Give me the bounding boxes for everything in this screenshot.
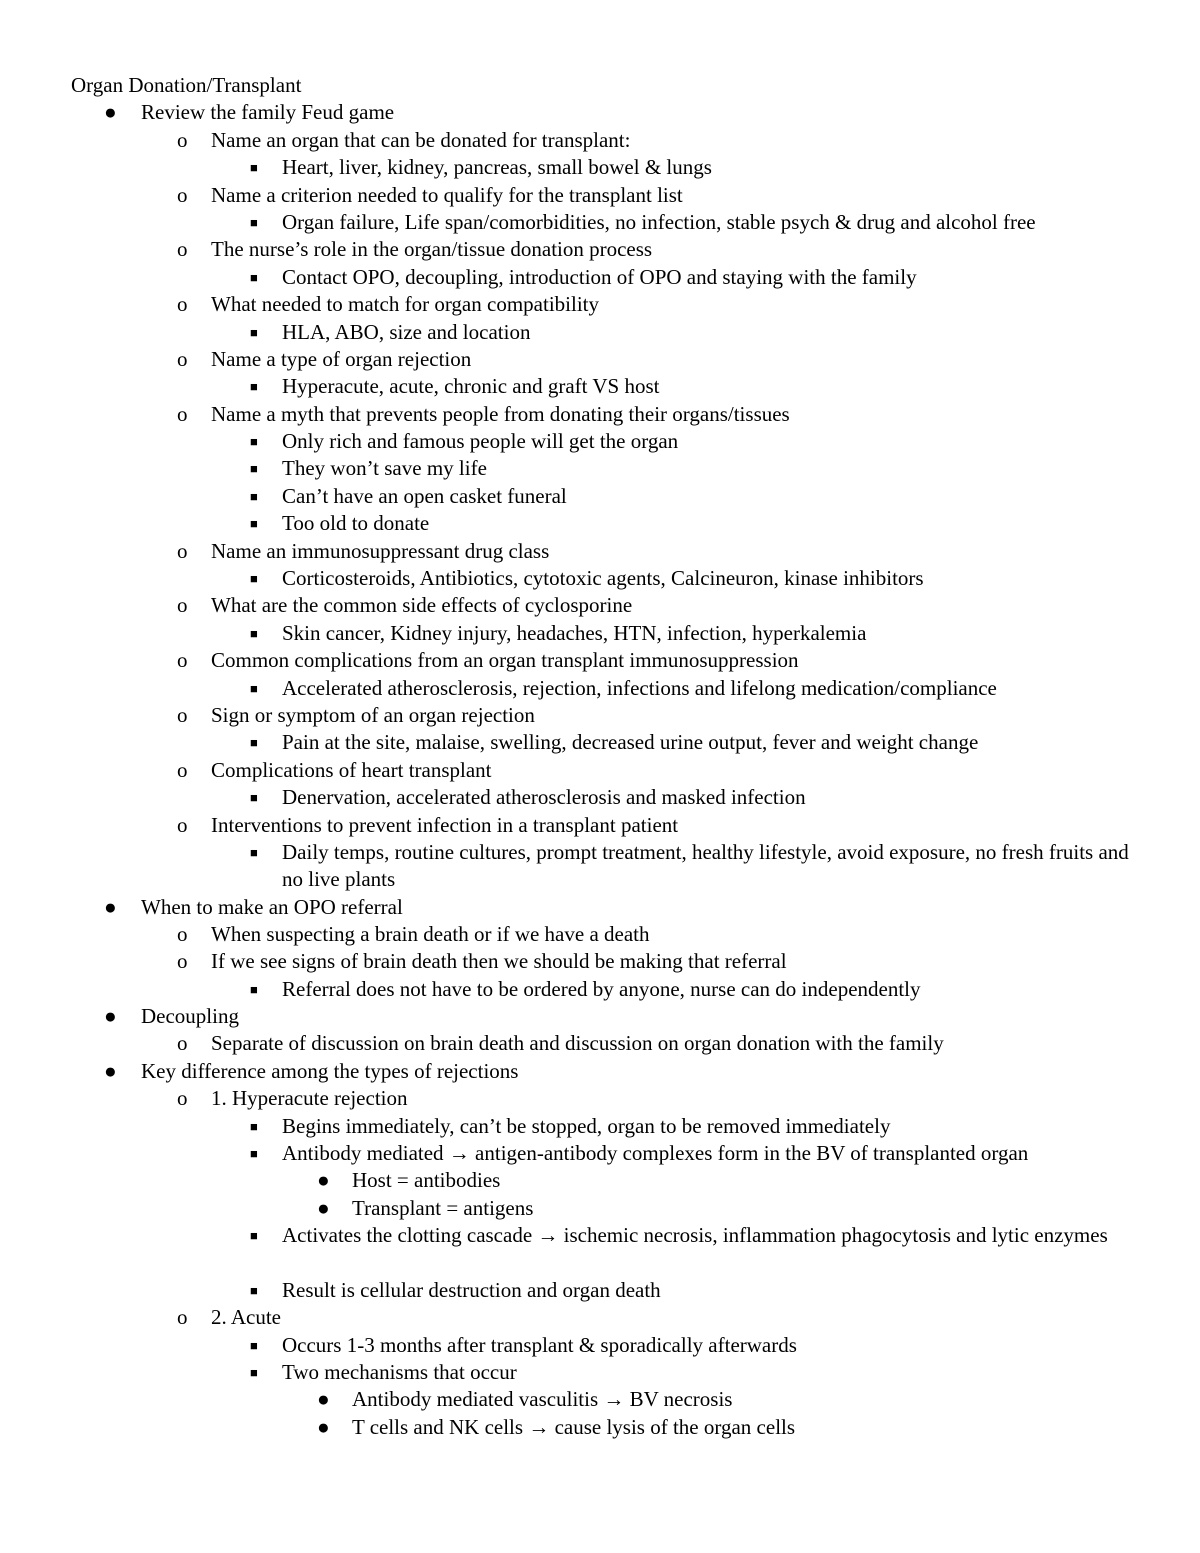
outline-item-level1 xyxy=(0,1058,1200,1085)
outline-item-level2 xyxy=(0,647,1200,674)
outline-item-level3 xyxy=(0,483,1200,510)
outline-item-level1 xyxy=(0,894,1200,921)
outline-item-level2 xyxy=(0,592,1200,619)
square-marker: ■ xyxy=(250,434,258,450)
outline-item-level2 xyxy=(0,127,1200,154)
outline-item-level3 xyxy=(0,319,1200,346)
bullet-marker: ● xyxy=(317,1168,330,1193)
outline-item-text: Result is cellular destruction and organ death xyxy=(282,1277,661,1302)
outline-item-text: Interventions to prevent infection in a transplant patient xyxy=(211,812,679,837)
circle-marker: o xyxy=(177,702,188,727)
outline-item-text: What are the common side effects of cyclosporine xyxy=(211,593,633,618)
square-marker: ■ xyxy=(250,461,258,477)
outline-item-text: Separate of discussion on brain death and discussion on organ donation with the family xyxy=(211,1031,944,1056)
outline-item-text: Pain at the site, malaise, swelling, decreased urine output, fever and weight change xyxy=(282,730,979,755)
square-marker: ■ xyxy=(250,269,258,285)
circle-marker: o xyxy=(177,538,188,563)
square-marker: ■ xyxy=(250,571,258,587)
circle-marker: o xyxy=(177,812,188,837)
outline-item-level2 xyxy=(0,346,1200,373)
outline-item-text: Sign or symptom of an organ rejection xyxy=(211,702,535,727)
square-marker: ■ xyxy=(250,625,258,641)
square-marker: ■ xyxy=(250,844,258,860)
outline-item-text: Activates the clotting cascade → ischemic necrosis, inflammation phagocytosis and lytic enzymes xyxy=(282,1223,1108,1248)
circle-marker: o xyxy=(177,949,188,974)
outline-item-text: Name a type of organ rejection xyxy=(211,346,472,371)
circle-marker: o xyxy=(177,346,188,371)
circle-marker: o xyxy=(177,1086,188,1111)
outline-item-level3 xyxy=(0,565,1200,592)
bullet-marker: ● xyxy=(104,894,117,919)
bullet-marker: ● xyxy=(104,1004,117,1029)
outline-item-level2 xyxy=(0,948,1200,975)
square-marker: ■ xyxy=(250,1118,258,1134)
outline-item-level2 xyxy=(0,291,1200,318)
outline-item-level2 xyxy=(0,182,1200,209)
outline-item-text: Antibody mediated → antigen-antibody complexes form in the BV of transplanted organ xyxy=(282,1141,1029,1166)
outline-list xyxy=(0,99,1200,1441)
outline-item-level3 xyxy=(0,1277,1200,1304)
outline-item-text: Accelerated atherosclerosis, rejection, infections and lifelong medication/compliance xyxy=(282,675,997,700)
outline-item-level2 xyxy=(0,812,1200,839)
outline-item-level4 xyxy=(0,1386,1200,1413)
outline-item-text: Skin cancer, Kidney injury, headaches, HTN, infection, hyperkalemia xyxy=(282,620,867,645)
square-marker: ■ xyxy=(250,1282,258,1298)
square-marker: ■ xyxy=(250,981,258,997)
outline-item-text: Daily temps, routine cultures, prompt treatment, healthy lifestyle, avoid exposure, no fresh fruits and no live plants xyxy=(282,839,1129,892)
outline-item-level3 xyxy=(0,1140,1200,1167)
outline-item-text: Too old to donate xyxy=(282,511,430,536)
outline-item-text: Host = antibodies xyxy=(352,1168,501,1193)
outline-item-level2 xyxy=(0,1030,1200,1057)
outline-item-level2 xyxy=(0,921,1200,948)
outline-item-level3 xyxy=(0,675,1200,702)
outline-item-text: Occurs 1-3 months after transplant & sporadically afterwards xyxy=(282,1332,797,1357)
outline-item-text: Denervation, accelerated atherosclerosis and masked infection xyxy=(282,785,806,810)
outline-item-text: Common complications from an organ transplant immunosuppression xyxy=(211,648,799,673)
outline-item-text: Antibody mediated vasculitis → BV necrosis xyxy=(352,1387,733,1412)
circle-marker: o xyxy=(177,593,188,618)
outline-item-level3 xyxy=(0,839,1200,894)
outline-item-level3 xyxy=(0,264,1200,291)
document-title-line xyxy=(0,72,1200,99)
outline-item-level3 xyxy=(0,455,1200,482)
outline-item-text: The nurse’s role in the organ/tissue donation process xyxy=(211,237,653,262)
outline-item-text: Review the family Feud game xyxy=(141,100,395,125)
document-title: Organ Donation/Transplant xyxy=(71,73,302,97)
bullet-marker: ● xyxy=(104,1058,117,1083)
outline-item-level3 xyxy=(0,1113,1200,1140)
outline-item-level3 xyxy=(0,976,1200,1003)
bullet-marker: ● xyxy=(317,1387,330,1412)
outline-item-level2 xyxy=(0,1085,1200,1112)
outline-item-level3 xyxy=(0,729,1200,756)
circle-marker: o xyxy=(177,1305,188,1330)
outline-item-text: Only rich and famous people will get the organ xyxy=(282,429,679,454)
outline-item-text: Name a criterion needed to qualify for the transplant list xyxy=(211,182,683,207)
square-marker: ■ xyxy=(250,1228,258,1244)
outline-item-text: Contact OPO, decoupling, introduction of OPO and staying with the family xyxy=(282,264,917,289)
outline-item-level4 xyxy=(0,1167,1200,1194)
outline-item-text: Hyperacute, acute, chronic and graft VS host xyxy=(282,374,660,399)
outline-item-text: Key difference among the types of rejections xyxy=(141,1058,519,1083)
document-page xyxy=(0,72,1200,1441)
outline-item-text: 1. Hyperacute rejection xyxy=(211,1086,408,1111)
circle-marker: o xyxy=(177,182,188,207)
outline-item-text: Can’t have an open casket funeral xyxy=(282,483,567,508)
square-marker: ■ xyxy=(250,488,258,504)
outline-item-text: HLA, ABO, size and location xyxy=(282,319,531,344)
outline-item-text: Name an immunosuppressant drug class xyxy=(211,538,550,563)
square-marker: ■ xyxy=(250,379,258,395)
outline-item-text: 2. Acute xyxy=(211,1305,281,1330)
circle-marker: o xyxy=(177,237,188,262)
circle-marker: o xyxy=(177,648,188,673)
outline-item-text: When to make an OPO referral xyxy=(141,894,403,919)
outline-item-text: If we see signs of brain death then we should be making that referral xyxy=(211,949,787,974)
square-marker: ■ xyxy=(250,1146,258,1162)
outline-item-text: They won’t save my life xyxy=(282,456,487,481)
square-marker: ■ xyxy=(250,214,258,230)
outline-item-text: Decoupling xyxy=(141,1004,239,1029)
outline-item-level1 xyxy=(0,1003,1200,1030)
circle-marker: o xyxy=(177,921,188,946)
bullet-marker: ● xyxy=(317,1195,330,1220)
square-marker: ■ xyxy=(250,790,258,806)
square-marker: ■ xyxy=(250,516,258,532)
outline-item-level1 xyxy=(0,99,1200,126)
outline-item-level3 xyxy=(0,1332,1200,1359)
outline-item-text: Complications of heart transplant xyxy=(211,757,492,782)
outline-item-level2 xyxy=(0,236,1200,263)
outline-item-level3 xyxy=(0,373,1200,400)
outline-item-text: Corticosteroids, Antibiotics, cytotoxic agents, Calcineuron, kinase inhibitors xyxy=(282,566,924,591)
outline-item-text: Two mechanisms that occur xyxy=(282,1359,517,1384)
outline-item-level2 xyxy=(0,702,1200,729)
square-marker: ■ xyxy=(250,1337,258,1353)
outline-item-text: Begins immediately, can’t be stopped, organ to be removed immediately xyxy=(282,1113,891,1138)
square-marker: ■ xyxy=(250,735,258,751)
circle-marker: o xyxy=(177,127,188,152)
square-marker: ■ xyxy=(250,160,258,176)
circle-marker: o xyxy=(177,757,188,782)
outline-item-level4 xyxy=(0,1414,1200,1441)
outline-item-level3 xyxy=(0,1222,1200,1277)
circle-marker: o xyxy=(177,1031,188,1056)
outline-item-level2 xyxy=(0,1304,1200,1331)
outline-item-level3 xyxy=(0,1359,1200,1386)
outline-item-text: What needed to match for organ compatibility xyxy=(211,292,599,317)
outline-item-level2 xyxy=(0,757,1200,784)
outline-item-level3 xyxy=(0,154,1200,181)
circle-marker: o xyxy=(177,401,188,426)
outline-item-text: Heart, liver, kidney, pancreas, small bowel & lungs xyxy=(282,155,712,180)
outline-item-text: Referral does not have to be ordered by anyone, nurse can do independently xyxy=(282,976,921,1001)
bullet-marker: ● xyxy=(104,100,117,125)
outline-item-level3 xyxy=(0,428,1200,455)
outline-item-level3 xyxy=(0,510,1200,537)
square-marker: ■ xyxy=(250,324,258,340)
outline-item-text: Transplant = antigens xyxy=(352,1195,534,1220)
outline-item-text: Name a myth that prevents people from donating their organs/tissues xyxy=(211,401,790,426)
outline-item-text: Name an organ that can be donated for transplant: xyxy=(211,127,631,152)
outline-item-level2 xyxy=(0,538,1200,565)
outline-item-level2 xyxy=(0,401,1200,428)
outline-item-text: T cells and NK cells → cause lysis of the organ cells xyxy=(352,1414,796,1439)
square-marker: ■ xyxy=(250,680,258,696)
circle-marker: o xyxy=(177,292,188,317)
outline-item-level3 xyxy=(0,209,1200,236)
outline-item-text: When suspecting a brain death or if we have a death xyxy=(211,921,650,946)
bullet-marker: ● xyxy=(317,1414,330,1439)
square-marker: ■ xyxy=(250,1364,258,1380)
outline-item-level4 xyxy=(0,1195,1200,1222)
outline-item-level3 xyxy=(0,784,1200,811)
outline-item-level3 xyxy=(0,620,1200,647)
outline-item-text: Organ failure, Life span/comorbidities, no infection, stable psych & drug and alcohol free xyxy=(282,209,1036,234)
